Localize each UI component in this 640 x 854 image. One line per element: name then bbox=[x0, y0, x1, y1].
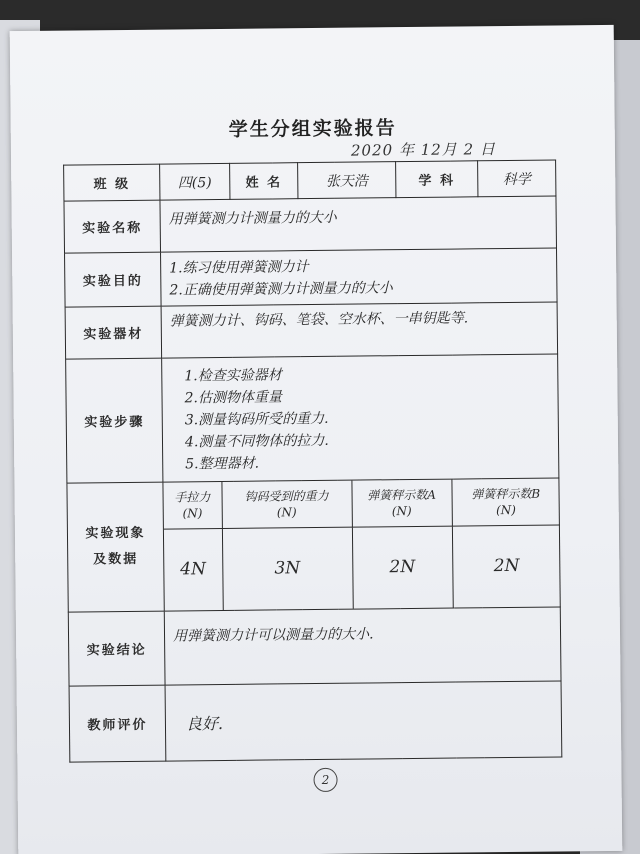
col-spring-a-header: 弹簧秤示数A bbox=[367, 487, 436, 503]
steps-label: 实验步骤 bbox=[66, 358, 163, 483]
value-weight-gravity: 3N bbox=[222, 527, 353, 610]
evaluation-row bbox=[69, 681, 562, 762]
report-date: 2020 年 12月 2 日 bbox=[350, 140, 496, 160]
step-2: 2.估测物体重量 bbox=[184, 388, 282, 406]
col-spring-b-unit: (N) bbox=[495, 502, 516, 517]
steps-row bbox=[66, 354, 559, 483]
observations-header-row bbox=[163, 478, 559, 528]
observations-label-line2: 及数据 bbox=[93, 551, 139, 568]
purpose-label: 实验目的 bbox=[65, 252, 162, 307]
equipment-value: 弹簧测力计、钩码、笔袋、空水杯、一串钥匙等. bbox=[169, 310, 469, 330]
step-1: 1.检查实验器材 bbox=[184, 366, 282, 384]
header-row bbox=[64, 160, 556, 201]
page-title: 学生分组实验报告 bbox=[228, 117, 397, 141]
conclusion-label: 实验结论 bbox=[68, 611, 165, 686]
observations-label-line1: 实验现象 bbox=[85, 525, 146, 542]
value-spring-b: 2N bbox=[452, 524, 561, 607]
subject-label: 学 科 bbox=[396, 161, 478, 198]
equipment-label: 实验器材 bbox=[65, 306, 162, 359]
col-spring-b-header: 弹簧秤示数B bbox=[471, 486, 541, 502]
col-weight-gravity-header: 钩码受到的重力 bbox=[244, 488, 329, 504]
conclusion-value: 用弹簧测力计可以测量力的大小. bbox=[172, 626, 374, 645]
purpose-line-2: 2.正确使用弹簧测力计测量力的大小 bbox=[169, 279, 393, 299]
step-4: 4.测量不同物体的拉力. bbox=[184, 432, 329, 450]
name-value: 张天浩 bbox=[298, 162, 396, 199]
step-3: 3.测量钩码所受的重力. bbox=[184, 410, 329, 428]
observations-value-row bbox=[164, 524, 561, 610]
equipment-row bbox=[65, 302, 558, 359]
name-label: 姓 名 bbox=[230, 163, 298, 200]
class-value: 四(5) bbox=[160, 163, 230, 200]
col-hand-pull-unit: (N) bbox=[182, 505, 203, 521]
report-paper bbox=[10, 25, 623, 854]
step-5: 5.整理器材. bbox=[185, 455, 260, 472]
value-hand-pull: 4N bbox=[164, 528, 223, 611]
evaluation-value: 良好. bbox=[185, 713, 224, 734]
conclusion-row bbox=[68, 607, 561, 686]
experiment-name-value: 用弹簧测力计测量力的大小 bbox=[168, 209, 337, 228]
observations-table bbox=[163, 478, 560, 610]
col-weight-gravity-unit: (N) bbox=[276, 504, 297, 520]
experiment-name-label: 实验名称 bbox=[64, 200, 161, 253]
report-table bbox=[63, 159, 562, 762]
value-spring-a: 2N bbox=[352, 526, 453, 609]
class-label: 班 级 bbox=[64, 164, 160, 201]
evaluation-label: 教师评价 bbox=[69, 685, 166, 762]
page-number: 2 bbox=[313, 768, 337, 792]
purpose-line-1: 1.练习使用弹簧测力计 bbox=[169, 258, 309, 277]
subject-value: 科学 bbox=[478, 160, 556, 197]
purpose-row bbox=[65, 248, 558, 307]
col-hand-pull-header: 手拉力 bbox=[174, 489, 211, 505]
col-spring-a-unit: (N) bbox=[391, 503, 412, 518]
observations-row bbox=[67, 478, 560, 612]
experiment-name-row bbox=[64, 196, 557, 253]
